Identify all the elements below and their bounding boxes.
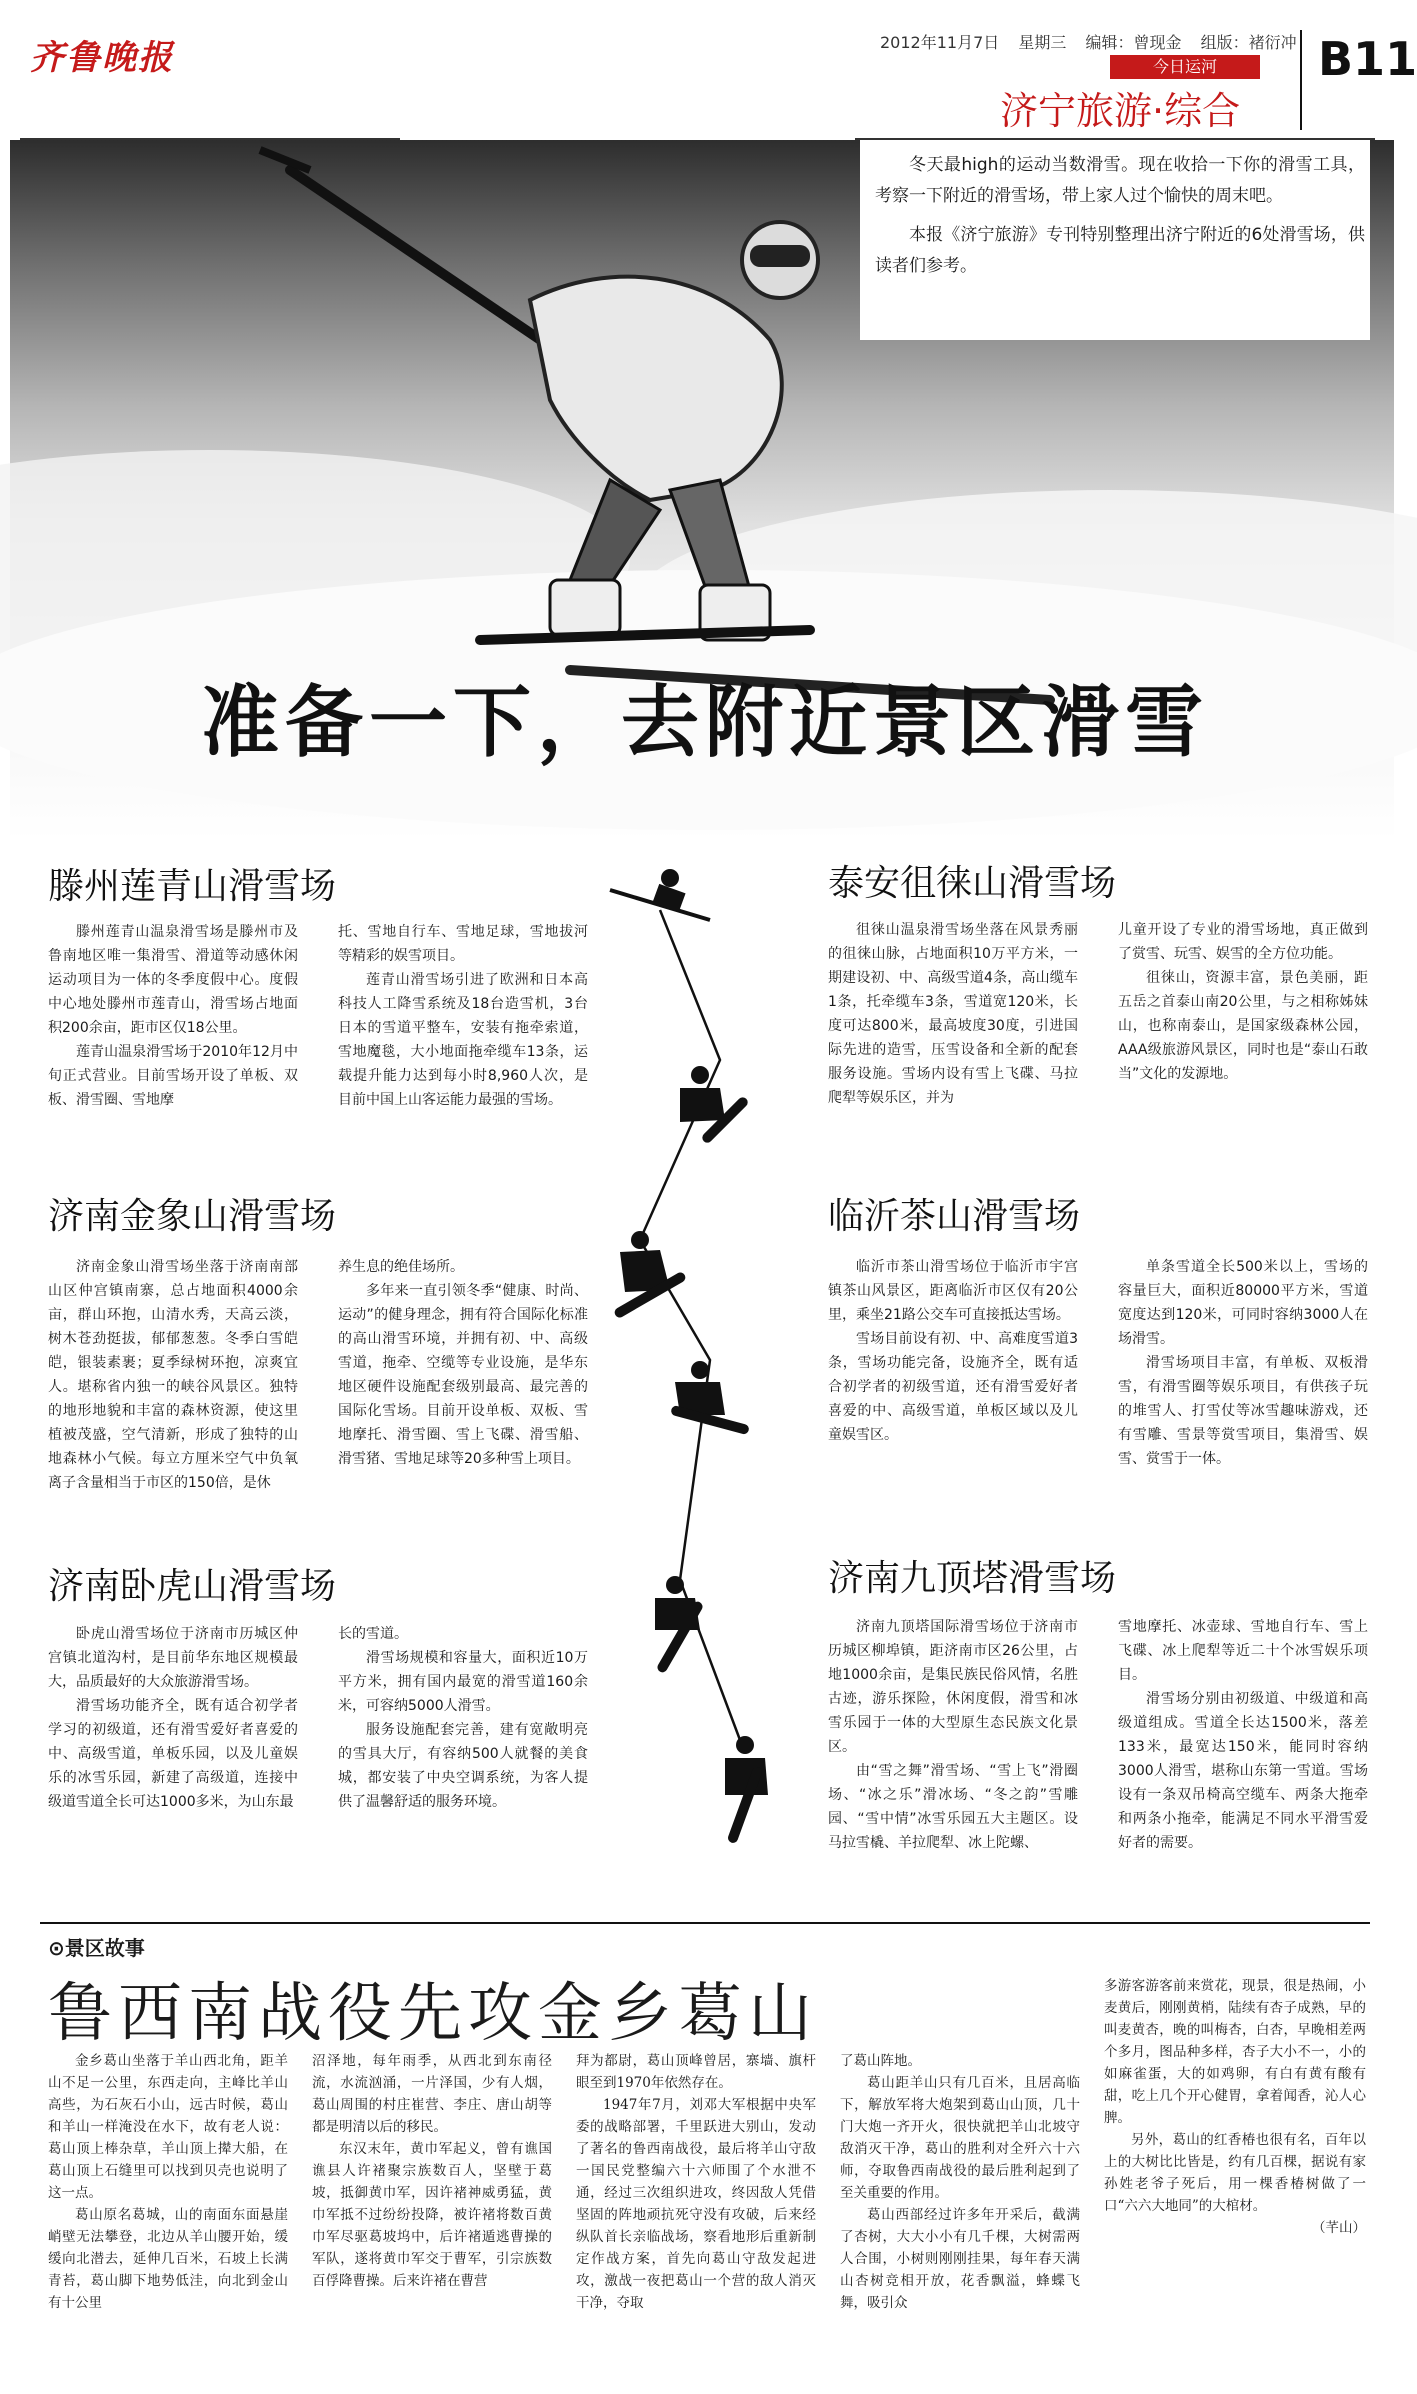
paragraph: 葛山距羊山只有几百米，且居高临下，解放军将大炮架到葛山山顶，几十门大炮一齐开火，很快就把羊山北坡守敌消灭干净，葛山的胜利对全歼六十六师，夺取鲁西南战役的最后胜利起到了至关重要的作用。: [840, 2075, 1080, 2201]
story-column: [1104, 1975, 1366, 2239]
intro-paragraph: 冬天最high的运动当数滑雪。现在收拾一下你的滑雪工具，考察一下附近的滑雪场，带上家人过个愉快的周末吧。: [875, 155, 1365, 206]
header-divider: [1300, 30, 1302, 130]
paragraph: 沼泽地，每年雨季，从西北到东南径流，水流汹涌，一片泽国，少有人烟，葛山周围的村庄崔营、李庄、唐山胡等都是明清以后的移民。: [312, 2053, 552, 2135]
paragraph: 服务设施配套完善，建有宽敞明亮的雪具大厅，有容纳500人就餐的美食城，都安装了中央空调系统，为客人提供了温馨舒适的服务环境。: [338, 1722, 588, 1810]
paragraph: 雪地摩托、冰壶球、雪地自行车、雪上飞碟、冰上爬犁等近二十个冰雪娱乐项目。: [1118, 1619, 1368, 1683]
resort-text-column: [828, 1255, 1078, 1447]
paragraph: 东汉末年，黄巾军起义，曾有谯国谯县人许褚聚宗族数百人，坚壁于葛坡，抵御黄巾军，因许褚神威勇猛，黄巾军抵不过纷纷投降，被许褚将数百黄巾军尽驱葛坡坞中，后许褚遁逃曹操的军队，遂将黄巾军交于曹军，引宗族数百俘降曹操。后来许褚在曹营: [312, 2141, 552, 2289]
paragraph: 滕州莲青山温泉滑雪场是滕州市及鲁南地区唯一集滑雪、滑道等动感休闲运动项目为一体的冬季度假中心。度假中心地处滕州市莲青山，滑雪场占地面积200余亩，距市区仅18公里。: [48, 924, 298, 1036]
header-rule-right: [855, 138, 1375, 140]
paragraph: 金乡葛山坐落于羊山西北角，距羊山不足一公里，东西走向，主峰比羊山高些，为石灰石小山，远古时候，葛山和羊山一样淹没在水下，故有老人说：葛山顶上棒杂草，羊山顶上撵大船，在葛山顶上石缝里可以找到贝壳也说明了这一点。: [48, 2053, 288, 2201]
resort-text-column: [338, 920, 588, 1112]
resort-title: 临沂茶山滑雪场: [828, 1196, 1081, 1237]
paragraph: 了葛山阵地。: [840, 2053, 921, 2069]
paragraph: 临沂市茶山滑雪场位于临沂市宇宫镇茶山风景区，距离临沂市区仅有20公里，乘坐21路公交车可直接抵达雪场。: [828, 1259, 1078, 1323]
resort-text-column: [1118, 1255, 1368, 1471]
paragraph: 济南金象山滑雪场坐落于济南南部山区仲宫镇南寨，总占地面积4000余亩，群山环抱，山清水秀，天高云淡，树木苍劲挺拔，郁郁葱葱。冬季白雪皑皑，银装素裹；夏季绿树环抱，凉爽宜人。堪称省内独一的峡谷风景区。独特的地形地貌和丰富的森林资源，使这里植被茂盛，空气清新，形成了独特的山地森林小气候。每立方厘米空气中负氧离子含量相当于市区的150倍，是休: [48, 1259, 298, 1491]
paragraph: 滑雪场分别由初级道、中级道和高级道组成。雪道全长达1500米，落差133米，最宽达150米，能同时容纳3000人滑雪，堪称山东第一雪道。雪场设有一条双吊椅高空缆车、两条大拖牵和两条小拖牵，能满足不同水平滑雪爱好者的需要。: [1118, 1691, 1368, 1851]
resort-text-column: [48, 920, 298, 1112]
snowboarder-silhouette-icon: [680, 1066, 750, 1145]
issue-weekday: 星期三: [1018, 33, 1067, 52]
resort-title: 济南金象山滑雪场: [48, 1196, 337, 1237]
resort-title: 济南卧虎山滑雪场: [48, 1566, 337, 1607]
intro-paragraph: 本报《济宁旅游》专刊特别整理出济宁附近的6处滑雪场，供读者们参考。: [875, 225, 1365, 276]
resort-text-column: [828, 1615, 1078, 1855]
story-column: [840, 2050, 1080, 2314]
page-number: B11: [1318, 32, 1417, 86]
dateline: [880, 30, 1311, 53]
paragraph: 滑雪场项目丰富，有单板、双板滑雪，有滑雪圈等娱乐项目，有供孩子玩的堆雪人、打雪仗等冰雪趣味游戏，还有雪雕、雪景等赏雪项目，集滑雪、娱雪、赏雪于一体。: [1118, 1355, 1368, 1467]
paragraph: 多游客游客前来赏花，现景，很是热闹，小麦黄后，刚刚黄梢，陆续有杏子成熟，早的叫麦黄杏，晚的叫梅杏，白杏，早晚相差两个多月，图品种多样，杏子大小不一，小的如麻雀蛋，大的如鸡卵，有白有黄有酸有甜，吃上几个开心健胃，拿着闻香，沁人心脾。: [1104, 1978, 1366, 2126]
editor-credit: 编辑：曾现金: [1085, 33, 1182, 52]
paragraph: 托、雪地自行车、雪地足球，雪地拔河等精彩的娱雪项目。: [338, 924, 588, 964]
paragraph: 葛山西部经过许多年开采后，截满了杏树，大大小小有几千棵，大树需两人合围，小树则刚刚挂果，每年春天满山杏树竞相开放，花香飘溢，蜂蝶飞舞，吸引众: [840, 2207, 1080, 2311]
resort-text-column: [338, 1622, 588, 1814]
resort-text-column: [48, 1255, 298, 1495]
resort-title: 滕州莲青山滑雪场: [48, 866, 337, 907]
story-column: [576, 2050, 816, 2314]
main-headline: 准备一下，去附近景区滑雪: [200, 678, 1209, 768]
paragraph: 徂徕山，资源丰富，景色美丽，距五岳之首泰山南20公里，与之相称姊妹山，也称南泰山，是国家级森林公园，AAA级旅游风景区，同时也是“泰山石敢当”文化的发源地。: [1118, 970, 1368, 1082]
intro-text: [875, 150, 1365, 290]
skier-sequence-graphic: [600, 860, 810, 1880]
paragraph: 儿童开设了专业的滑雪场地，真正做到了赏雪、玩雪、娱雪的全方位功能。: [1118, 922, 1368, 962]
resort-title: 济南九顶塔滑雪场: [828, 1558, 1117, 1599]
paragraph: 济南九顶塔国际滑雪场位于济南市历城区柳埠镇，距济南市区26公里，占地1000余亩，是集民族民俗风情，名胜古迹，游乐探险，休闲度假，滑雪和冰雪乐园于一体的大型原生态民族文化景区。: [828, 1619, 1078, 1755]
paragraph: 莲青山温泉滑雪场于2010年12月中旬正式营业。目前雪场开设了单板、双板、滑雪圈、雪地摩: [48, 1044, 298, 1108]
paragraph: 卧虎山滑雪场位于济南市历城区仲宫镇北道沟村，是目前华东地区规模最大，品质最好的大众旅游滑雪场。: [48, 1626, 298, 1690]
section-divider: [40, 1922, 1370, 1924]
resort-text-column: [1118, 918, 1368, 1086]
snowboarder-silhouette-icon: [670, 1361, 750, 1435]
paragraph: 雪场目前设有初、中、高难度雪道3条，雪场功能完备，设施齐全，既有适合初学者的初级雪道，还有滑雪爱好者喜爱的中、高级雪道，单板区域以及儿童娱雪区。: [828, 1331, 1078, 1443]
snowboarder-silhouette-icon: [613, 1231, 687, 1319]
designer-credit: 组版：褚衍冲: [1200, 33, 1297, 52]
paragraph: 多年来一直引领冬季“健康、时尚、运动”的健身理念，拥有符合国际化标准的高山滑雪环境，并拥有初、中、高级雪道，拖牵、空缆等专业设施，是华东地区硬件设施配套级别最高、最完善的国际化雪场。目前开设单板、双板、雪地摩托、滑雪圈、雪上飞碟、滑雪船、滑雪猪、雪地足球等20多种雪上项目。: [338, 1283, 588, 1467]
resort-text-column: [828, 918, 1078, 1110]
resort-title: 泰安徂徕山滑雪场: [828, 863, 1117, 904]
section-name: 济宁旅游·综合: [1000, 89, 1241, 133]
paragraph: 由“雪之舞”滑雪场、“雪上飞”滑圈场、“冰之乐”滑冰场、“冬之韵”雪雕园、“雪中情”冰雪乐园五大主题区。设马拉雪橇、羊拉爬犁、冰上陀螺、: [828, 1763, 1078, 1851]
issue-date: 2012年11月7日: [880, 33, 1000, 52]
paragraph: 徂徕山温泉滑雪场坐落在风景秀丽的徂徕山脉，占地面积10万平方米，一期建设初、中、高级雪道4条，高山缆车1条，托牵缆车3条，雪道宽120米，长度可达800米，最高坡度30度，引进国际先进的造雪，压雪设备和全新的配套服务设施。雪场内设有雪上飞碟、马拉爬犁等娱乐区，并为: [828, 922, 1078, 1106]
paragraph: 莲青山滑雪场引进了欧洲和日本高科技人工降雪系统及18台造雪机，3台日本的雪道平整车，安装有拖牵索道，雪地魔毯，大小地面拖牵缆车13条，运载提升能力达到每小时8,960人次，是目前中国上山客运能力最强的雪场。: [338, 972, 588, 1108]
paragraph: 1947年7月，刘邓大军根据中央军委的战略部署，千里跃进大别山，发动了著名的鲁西南战役，最后将羊山守敌一国民党整编六十六师围了个水泄不通，经过三次组织进攻，终因敌人凭借坚固的阵地顽抗死守没有攻破，后来经纵队首长亲临战场，察看地形后重新制定作战方案，首先向葛山守敌发起进攻，激战一夜把葛山一个营的敌人消灭干净，夺取: [576, 2097, 816, 2311]
snowboarder-silhouette-icon: [725, 1736, 768, 1844]
paragraph: 另外，葛山的红香椿也很有名，百年以上的大树比比皆是，约有几百棵，据说有家孙姓老爷子死后，用一棵香椿树做了一口“六六大地同”的大棺材。: [1104, 2132, 1366, 2214]
byline: （芊山）: [1312, 2220, 1366, 2236]
paragraph: 滑雪场功能齐全，既有适合初学者学习的初级道，还有滑雪爱好者喜爱的中、高级雪道，单板乐园，以及儿童娱乐的冰雪乐园，新建了高级道，连接中级道雪道全长可达1000多米，为山东最: [48, 1698, 298, 1810]
paragraph: 长的雪道。: [338, 1626, 408, 1642]
resort-text-column: [1118, 1615, 1368, 1855]
story-column: [48, 2050, 288, 2314]
masthead-logo: 齐鲁晚报: [30, 38, 174, 78]
paragraph: 单条雪道全长500米以上，雪场的容量巨大，面积近80000平方米，雪道宽度达到120米，可同时容纳3000人在场滑雪。: [1118, 1259, 1368, 1347]
snowboarder-silhouette-icon: [655, 1576, 704, 1674]
story-headline: 鲁西南战役先攻金乡葛山: [48, 1977, 818, 2051]
column-tag: 今日运河: [1110, 55, 1260, 79]
story-section-tag: ⊙景区故事: [48, 1936, 145, 1960]
paragraph: 拜为都尉，葛山顶峰曾居，寨墙、旗杆眼至到1970年依然存在。: [576, 2053, 816, 2091]
paragraph: 养生息的绝佳场所。: [338, 1259, 464, 1275]
resort-text-column: [338, 1255, 588, 1471]
resort-text-column: [48, 1622, 298, 1814]
story-column: [312, 2050, 552, 2292]
paragraph: 滑雪场规模和容量大，面积近10万平方米，拥有国内最宽的滑雪道160余米，可容纳5000人滑雪。: [338, 1650, 588, 1714]
paragraph: 葛山原名葛城，山的南面东面悬崖峭壁无法攀登，北边从羊山腰开始，缓缓向北潜去，延伸几百米，石坡上长满青苔，葛山脚下地势低洼，向北到金山有十公里: [48, 2207, 288, 2311]
